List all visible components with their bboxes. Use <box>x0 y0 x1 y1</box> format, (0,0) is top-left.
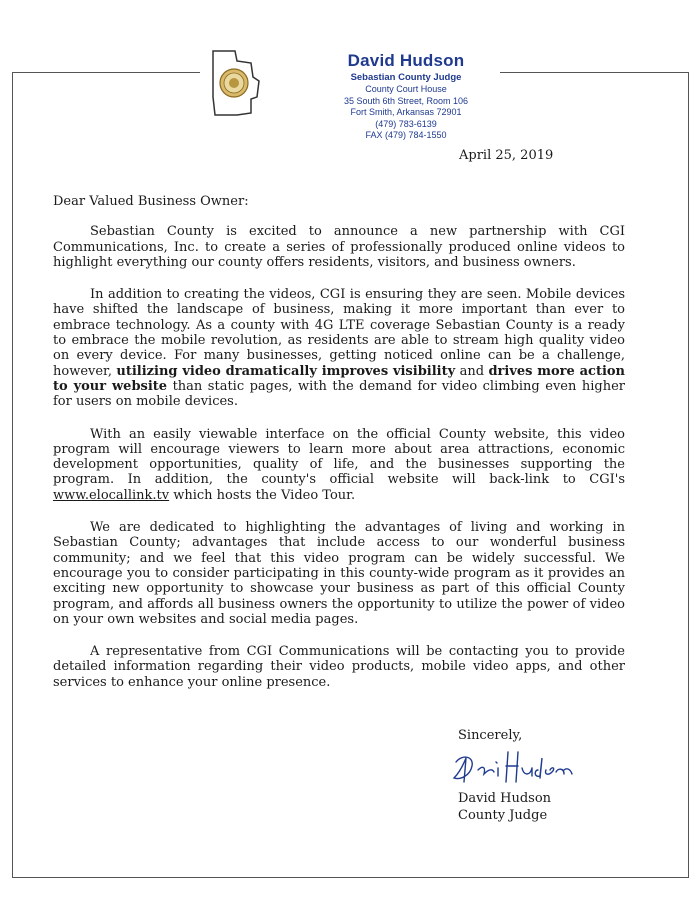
fax-line: FAX (479) 784-1550 <box>365 130 447 140</box>
emphasis-text: drives more action to your website <box>53 363 626 394</box>
body-paragraph <box>53 644 625 690</box>
paragraph-text: and <box>455 363 489 379</box>
emphasis-text: utilizing video dramatically improves visibility <box>116 363 456 379</box>
body-paragraph <box>53 224 625 270</box>
letter-body <box>53 194 625 707</box>
letterhead-title: Sebastian County Judge <box>350 72 462 83</box>
paragraphs <box>53 224 625 690</box>
website-link[interactable]: www.elocallink.tv <box>53 487 170 503</box>
paragraph-text: Sebastian County is excited to announce a new partnership with CGI Communications, Inc. to create a series of professionally produced online videos to highlight everything our county offers residents, visitors, and business owners. <box>53 224 625 270</box>
paragraph-text: With an easily viewable interface on the official County website, this video program will encourage viewers to learn more about area attractions, economic development opportunities, quality of life, and the businesses supporting the program. In addition, the county's official website will back-link to CGI's <box>53 426 625 488</box>
greeting: Dear Valued Business Owner: <box>53 194 249 209</box>
address-line: Fort Smith, Arkansas 72901 <box>350 107 462 117</box>
paragraph-text: We are dedicated to highlighting the advantages of living and working in Sebastian County; advantages that include access to our wonderful business community; and we feel that this video program can be widely successful. We encourage you to consider participating in this county-wide program as it provides an exciting new opportunity to showcase your business as part of this official County program, and affords all business owners the opportunity to utilize the power of video on your own websites and social media pages. <box>53 520 625 627</box>
paragraph-text: In addition to creating the videos, CGI is ensuring they are seen. Mobile devices have shifted the landscape of business, making it more important than ever to embrace technology. As a county with 4G LTE coverage Sebastian County is a ready to embrace the mobile revolution, as residents are able to stream high quality video on every device. For many businesses, getting noticed online can be a challenge, however, <box>53 287 625 379</box>
paragraph-text: A representative from CGI Communications will be contacting you to provide detailed information regarding their video products, mobile video apps, and other services to enhance your online presence. <box>53 644 625 690</box>
letterhead-name: David Hudson <box>347 51 465 70</box>
body-paragraph <box>53 287 625 409</box>
letterhead <box>306 50 506 142</box>
paragraph-text: than static pages, with the demand for video climbing even higher for users on mobile devices. <box>53 378 625 410</box>
signer-title: County Judge <box>458 808 548 823</box>
signer-name: David Hudson <box>458 791 552 806</box>
signer-block <box>458 790 551 824</box>
body-paragraph <box>53 520 625 627</box>
address-line: County Court House <box>365 84 447 94</box>
closing: Sincerely, <box>458 728 523 743</box>
address-line: 35 South 6th Street, Room 106 <box>343 95 469 106</box>
handwritten-signature-icon <box>448 748 578 790</box>
paragraph-text: which hosts the Video Tour. <box>169 487 356 503</box>
body-paragraph <box>53 427 625 503</box>
letter-date: April 25, 2019 <box>459 148 554 163</box>
phone-line: (479) 783-6139 <box>375 118 437 129</box>
county-seal-icon <box>207 47 265 119</box>
